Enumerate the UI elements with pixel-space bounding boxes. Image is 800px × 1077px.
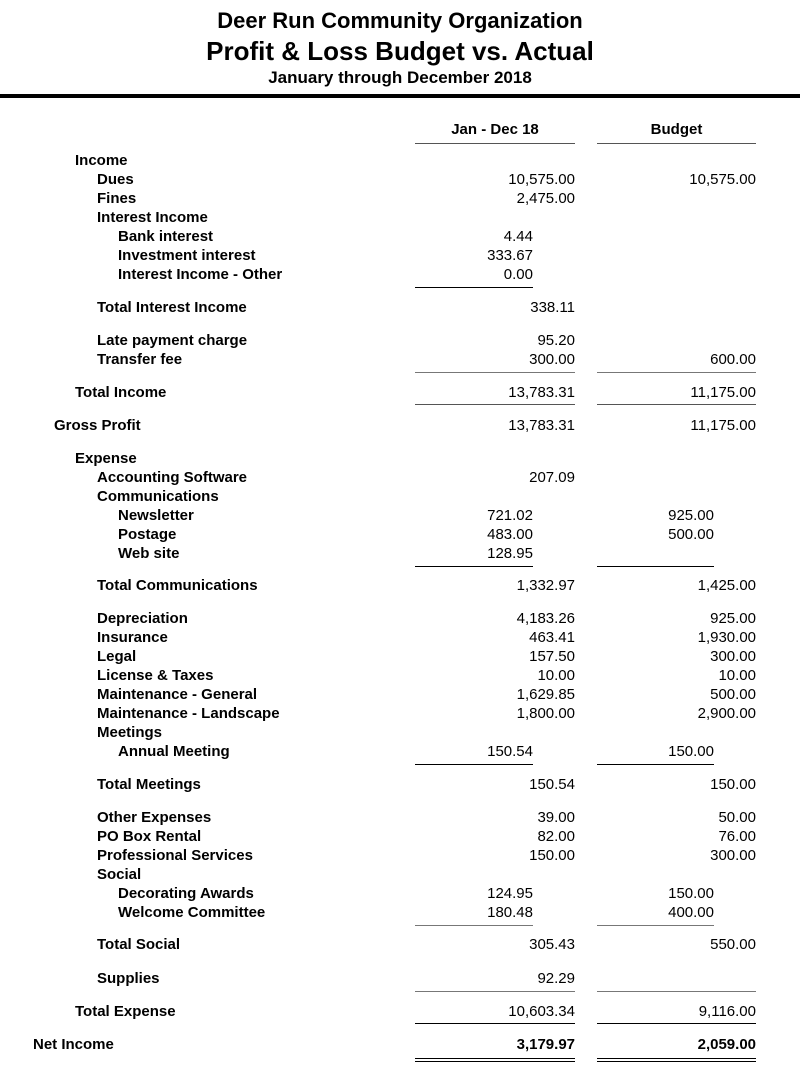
table-row: Depreciation 4,183.26 925.00 <box>97 610 756 627</box>
table-row: License & Taxes 10.00 10.00 <box>97 667 756 684</box>
total-row: Total Interest Income 338.11 <box>97 299 575 316</box>
table-row: Transfer fee 300.00 600.00 <box>97 351 756 368</box>
total-row: Total Communications 1,332.97 1,425.00 <box>97 577 756 594</box>
subtotal-line <box>415 991 575 992</box>
header-rule <box>0 94 800 98</box>
table-row: Professional Services 150.00 300.00 <box>97 847 756 864</box>
table-row: Investment interest 333.67 <box>118 247 533 264</box>
table-row: Maintenance - Landscape 1,800.00 2,900.00 <box>97 705 756 722</box>
table-row: Dues 10,575.00 10,575.00 <box>97 171 756 188</box>
subtotal-line <box>415 372 575 373</box>
subtotal-line <box>415 764 533 765</box>
report-period: January through December 2018 <box>268 68 532 87</box>
section-income: Income <box>75 152 128 169</box>
subtotal-line <box>597 764 714 765</box>
group-meetings: Meetings <box>97 724 163 741</box>
total-row: Total Meetings 150.54 150.00 <box>97 776 756 793</box>
double-underline <box>415 1061 575 1062</box>
total-row: Total Expense 10,603.34 9,116.00 <box>75 1003 756 1020</box>
table-row: Legal 157.50 300.00 <box>97 648 756 665</box>
table-row: Other Expenses 39.00 50.00 <box>97 809 756 826</box>
table-row: PO Box Rental 82.00 76.00 <box>97 828 756 845</box>
group-social: Social <box>97 866 142 883</box>
column-header-underline <box>597 143 756 144</box>
table-row: Newsletter 721.02 925.00 <box>118 507 714 524</box>
subtotal-line <box>597 1023 756 1024</box>
subtotal-line <box>597 925 714 926</box>
table-row: Supplies 92.29 <box>97 970 575 987</box>
subtotal-line <box>415 1023 575 1024</box>
table-row: Interest Income - Other 0.00 <box>118 266 533 283</box>
subtotal-line <box>597 991 756 992</box>
column-header-actual: Jan - Dec 18 <box>451 121 539 138</box>
subtotal-line <box>415 287 533 288</box>
subtotal-line <box>415 404 575 405</box>
double-underline <box>597 1061 756 1062</box>
subtotal-line <box>415 925 533 926</box>
table-row: Bank interest 4.44 <box>118 228 533 245</box>
double-underline <box>597 1058 756 1059</box>
total-row: Total Social 305.43 550.00 <box>97 936 756 953</box>
table-row: Maintenance - General 1,629.85 500.00 <box>97 686 756 703</box>
subtotal-line <box>597 404 756 405</box>
table-row: Accounting Software 207.09 <box>97 469 575 486</box>
table-row: Web site 128.95 <box>118 545 533 562</box>
group-communications: Communications <box>97 488 219 505</box>
table-row: Late payment charge 95.20 <box>97 332 575 349</box>
group-interest-income: Interest Income <box>97 209 208 226</box>
table-row: Annual Meeting 150.54 150.00 <box>118 743 714 760</box>
table-row: Insurance 463.41 1,930.00 <box>97 629 756 646</box>
subtotal-line <box>597 566 714 567</box>
total-row: Total Income 13,783.31 11,175.00 <box>75 384 756 401</box>
column-header-underline <box>415 143 575 144</box>
company-name: Deer Run Community Organization <box>217 8 583 33</box>
report-title: Profit & Loss Budget vs. Actual <box>206 36 594 66</box>
column-header-budget: Budget <box>650 121 703 138</box>
table-row: Decorating Awards 124.95 150.00 <box>118 885 714 902</box>
total-row: Gross Profit 13,783.31 11,175.00 <box>54 417 756 434</box>
table-row: Welcome Committee 180.48 400.00 <box>118 904 714 921</box>
table-row: Fines 2,475.00 <box>97 190 575 207</box>
table-row: Postage 483.00 500.00 <box>118 526 714 543</box>
subtotal-line <box>415 566 533 567</box>
net-income-row: Net Income 3,179.97 2,059.00 <box>33 1036 756 1053</box>
subtotal-line <box>597 372 756 373</box>
double-underline <box>415 1058 575 1059</box>
section-expense: Expense <box>75 450 137 467</box>
